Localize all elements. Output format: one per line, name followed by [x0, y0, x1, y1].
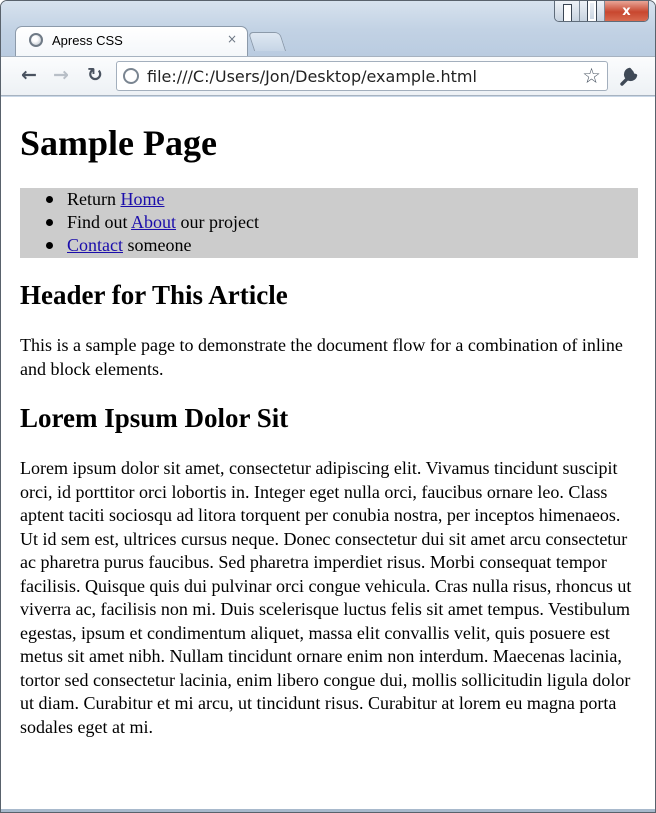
wrench-menu-button[interactable]	[614, 63, 642, 89]
page-viewport	[3, 97, 653, 811]
bookmark-star-icon[interactable]: ☆	[582, 64, 601, 88]
nav-text: our project	[176, 212, 259, 232]
maximize-button[interactable]	[580, 1, 605, 21]
intro-paragraph: This is a sample page to demonstrate the document flow for a combination of inline and block elements.	[20, 335, 623, 379]
tab-title: Apress CSS	[52, 33, 123, 48]
forward-button[interactable]	[49, 63, 73, 87]
close-window-button[interactable]	[605, 1, 648, 21]
lorem-paragraph: Lorem ipsum dolor sit amet, consectetur adipiscing elit. Vivamus tincidunt suscipit orci, id porttitor orci lobortis in. Integer eget nulla orci, faucibus ornare leo. Class aptent taciti sociosqu ad litora torquent per conubia nostra, per inceptos himenaeos. Ut id sem est, ultrices cursus neque. Donec consectetur dui sit amet arcu consectetur ac pharetra purus faucibus. Sed pharetra imperdiet risus. Morbi consequat tempor facilisis. Quisque quis dui pulvinar orci congue vehicula. Cras nulla risus, rhoncus ut viverra ac, facilisis non mi. Duis scelerisque luctus felis sit amet tempus. Vestibulum egestas, ipsum et condimentum aliquet, massa elit convallis velit, quis posuere est metus sit amet nibh. Nullam tincidunt ornare enim non interdum. Maecenas lacinia, tortor sed consectetur lacinia, enim libero congue dui, mollis sollicitudin ligula dolor ut diam. Curabitur et mi arcu, ut tincidunt risus. Curabitur at lorem eu magna porta sodales eget at mi.	[20, 458, 632, 737]
home-link[interactable]: Home	[120, 189, 165, 209]
address-bar-url: file:///C:/Users/Jon/Desktop/example.html	[147, 67, 477, 86]
back-arrow-icon: ←	[21, 64, 37, 86]
back-button[interactable]	[17, 63, 41, 87]
forward-arrow-icon: →	[53, 64, 69, 86]
window-frame-bottom	[1, 809, 655, 812]
reload-button[interactable]	[83, 63, 107, 87]
nav-item-about	[20, 211, 638, 234]
nav-item-contact	[20, 234, 638, 257]
globe-icon	[123, 68, 139, 84]
nav-text: Return	[67, 189, 121, 209]
contact-link[interactable]: Contact	[67, 235, 123, 255]
tab-apress-css[interactable]	[15, 26, 248, 56]
reload-icon: ↻	[87, 64, 103, 86]
nav-text: Find out	[67, 212, 132, 232]
address-bar[interactable]	[116, 61, 608, 91]
window-controls	[554, 1, 649, 22]
browser-toolbar	[1, 56, 655, 96]
maximize-icon	[588, 1, 596, 21]
tab-close-icon[interactable]: ×	[226, 32, 237, 46]
page-title: Sample Page	[20, 123, 217, 163]
page-favicon-icon	[29, 33, 43, 47]
nav-text: someone	[123, 235, 192, 255]
new-tab-button[interactable]	[248, 32, 286, 51]
minimize-button[interactable]	[555, 1, 580, 21]
wrench-icon	[614, 63, 642, 89]
close-icon: x	[622, 3, 631, 19]
nav-item-home	[20, 188, 638, 211]
article-header: Header for This Article	[20, 280, 288, 310]
about-link[interactable]: About	[131, 212, 177, 232]
lorem-header: Lorem Ipsum Dolor Sit	[20, 403, 289, 433]
minimize-icon	[563, 4, 572, 22]
nav-list	[20, 188, 638, 258]
